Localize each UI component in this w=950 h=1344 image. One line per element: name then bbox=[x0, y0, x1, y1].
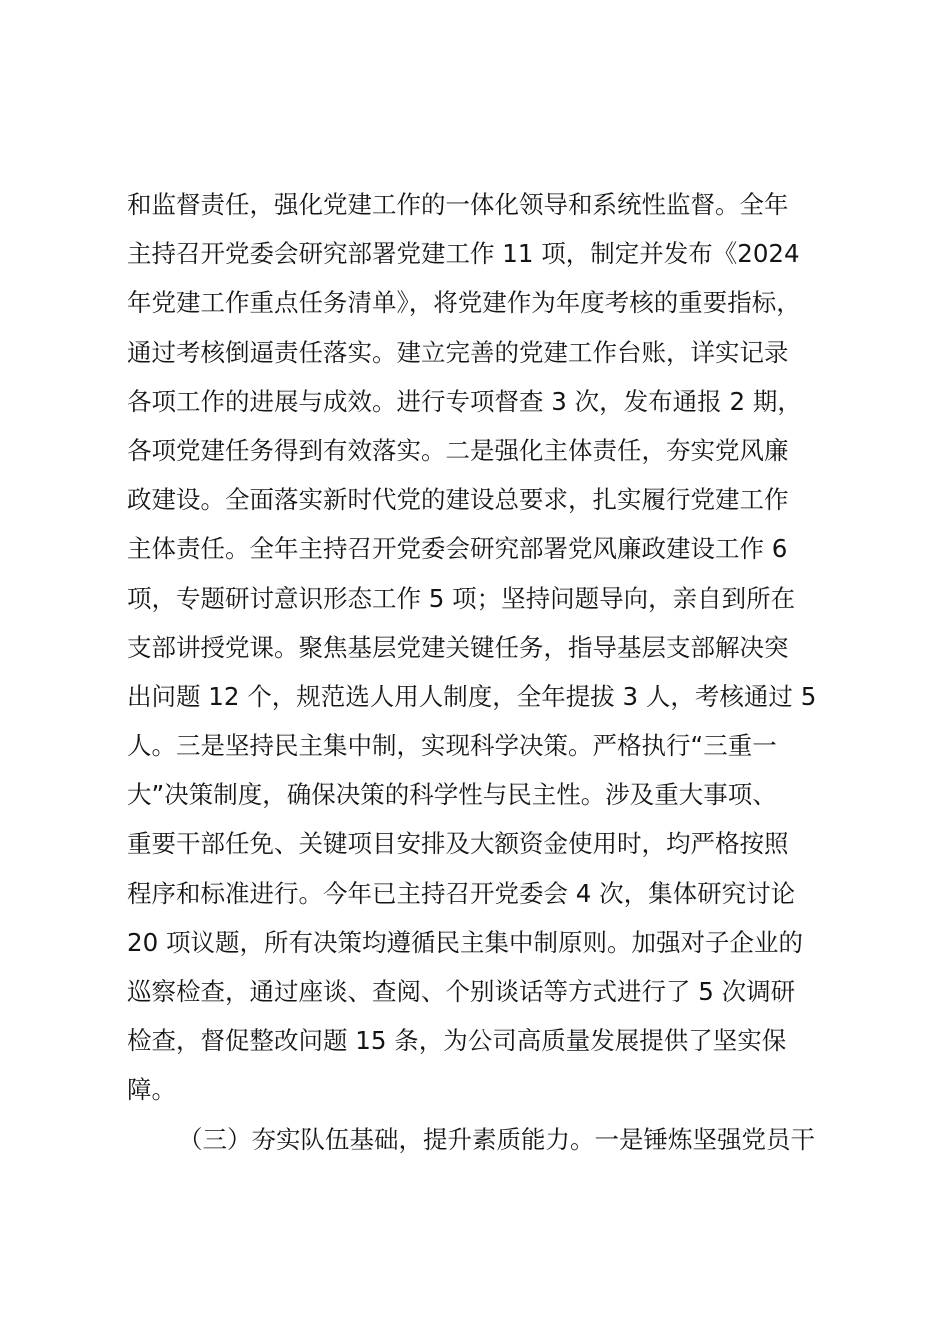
text-line: 年党建工作重点任务清单》，将党建作为年度考核的重要指标， bbox=[127, 288, 801, 318]
text-line: 政建设。全面落实新时代党的建设总要求，扎实履行党建工作 bbox=[127, 485, 789, 515]
text-line: 重要干部任免、关键项目安排及大额资金使用时，均严格按照 bbox=[127, 829, 789, 859]
text-line: 主持召开党委会研究部署党建工作 11 项，制定并发布《2024 bbox=[127, 239, 800, 269]
text-line: 和监督责任，强化党建工作的一体化领导和系统性监督。全年 bbox=[127, 190, 789, 219]
body-text bbox=[127, 180, 847, 1164]
text-line: 检查，督促整改问题 15 条，为公司高质量发展提供了坚实保 bbox=[127, 1026, 787, 1056]
text-line: 障。 bbox=[127, 1075, 176, 1105]
text-line: 主体责任。全年主持召开党委会研究部署党风廉政建设工作 6 bbox=[127, 534, 788, 564]
text-line: 大”决策制度，确保决策的科学性与民主性。涉及重大事项、 bbox=[127, 780, 777, 810]
section-heading-line: （三）夯实队伍基础，提升素质能力。一是锤炼坚强党员干 bbox=[178, 1124, 815, 1154]
text-line: 各项党建任务得到有效落实。二是强化主体责任，夯实党风廉 bbox=[127, 435, 789, 465]
text-line: 支部讲授党课。聚焦基层党建关键任务，指导基层支部解决突 bbox=[127, 632, 789, 662]
text-line: 程序和标准进行。今年已主持召开党委会 4 次，集体研究讨论 bbox=[127, 878, 796, 908]
text-line: 项，专题研讨意识形态工作 5 项；坚持问题导向，亲自到所在 bbox=[127, 583, 796, 613]
text-line: 20 项议题，所有决策均遵循民主集中制原则。加强对子企业的 bbox=[127, 927, 803, 957]
text-line: 人。三是坚持民主集中制，实现科学决策。严格执行“三重一 bbox=[127, 731, 777, 761]
text-line: 巡察检查，通过座谈、查阅、个别谈话等方式进行了 5 次调研 bbox=[127, 977, 796, 1006]
text-line: 通过考核倒逼责任落实。建立完善的党建工作台账，详实记录 bbox=[127, 337, 789, 367]
text-line: 各项工作的进展与成效。进行专项督查 3 次，发布通报 2 期， bbox=[127, 386, 802, 416]
text-line: 出问题 12 个，规范选人用人制度，全年提拔 3 人，考核通过 5 bbox=[127, 681, 817, 711]
